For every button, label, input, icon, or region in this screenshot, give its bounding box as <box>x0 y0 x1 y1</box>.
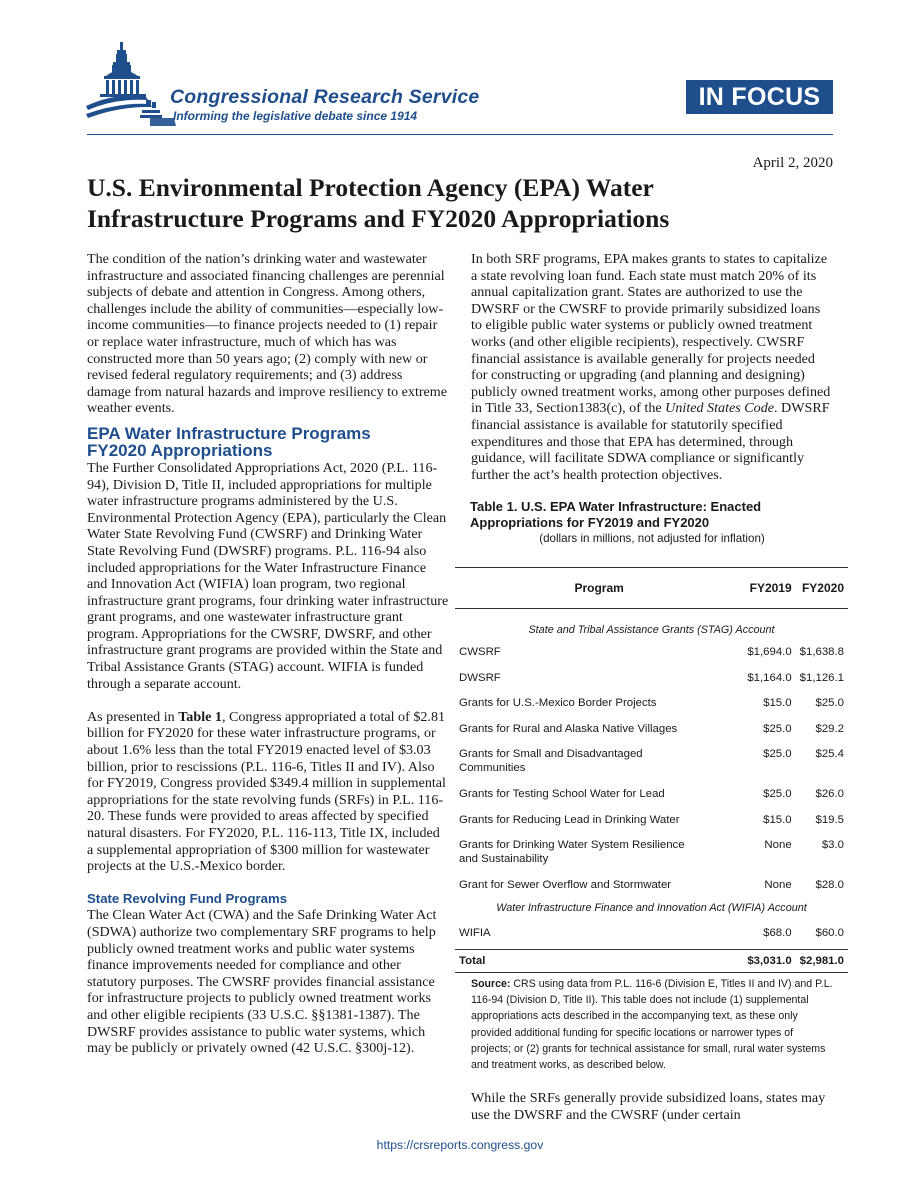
section-heading-srf: State Revolving Fund Programs <box>87 891 288 907</box>
srf-paragraph: The Clean Water Act (CWA) and the Safe Drinking Water Act (SDWA) authorize two complementary SRF programs to help publicly owned treatment works and public water systems finance improvements needed for compliance and other statutory purposes. The CWSRF provides financial assistance for infrastructure projects to publicly owned treatment works and other eligible recipients (33 U.S.C. §§1381-1387). The DWSRF provides assistance to public water systems, which may be publicly or privately owned (42 U.S.C. §300j-12). <box>87 907 437 1057</box>
right-column <box>471 251 833 546</box>
table-source-note <box>471 976 836 1073</box>
title-line-1: U.S. Environmental Protection Agency (EPA) Water <box>87 173 654 202</box>
para3-rest: , Congress appropriated a total of $2.81 billion for FY2020 for these water infrastructure programs, or about 1.6% less than the total FY2019 enacted level of $3.03 billion, prior to rescissions (P.L. 116-6, Titles II and IV). Also for FY2019, Congress provided $349.4 million in supplemental appropriations for the state revolving funds (SRFs) in P.L. 116-20. These funds were provided to areas affected by specified natural disasters. For FY2020, P.L. 116-113, Title IX, included a supplemental appropriation of $300 million for wastewater projects at the U.S.-Mexico border. <box>87 708 446 875</box>
publication-date: April 2, 2020 <box>752 155 833 171</box>
table-header-row <box>455 568 848 609</box>
appropriations-table <box>455 567 848 973</box>
table-row <box>455 722 848 748</box>
section-stag: State and Tribal Assistance Grants (STAG) Account <box>528 624 775 636</box>
header-divider <box>87 134 833 135</box>
fy2020-cell: $29.2 <box>815 722 844 735</box>
program-cell: WIFIA <box>459 927 491 939</box>
appropriations-paragraph: The Further Consolidated Appropriations Act, 2020 (P.L. 116-94), Division D, Title II, included appropriations for multiple water infrastructure programs administered by the U.S. Environmental Protection Agency (EPA), particularly the Clean Water State Revolving Fund (CWSRF) and Drinking Water State Revolving Fund (DWSRF) programs. P.L. 116-94 also included appropriations for the Water Infrastructure Finance and Innovation Act (WIFIA) loan program, two regional infrastructure grant programs, four drinking water infrastructure grant programs, and one wastewater infrastructure grant program. Appropriations for the CWSRF, DWSRF, and other infrastructure grant programs are provided within the State and Tribal Assistance Grants (STAG) account. WIFIA is funded through a separate account. <box>87 459 449 692</box>
program-cell: Grants for Drinking Water System Resilience and Sustainability <box>459 839 685 865</box>
in-focus-badge: IN FOCUS <box>686 80 833 114</box>
program-cell: Grants for U.S.-Mexico Border Projects <box>459 697 657 709</box>
table-row <box>455 878 848 901</box>
table-title-line-1: Table 1. U.S. EPA Water Infrastructure: Enacted <box>470 499 762 515</box>
table-row <box>455 645 848 671</box>
table-row <box>455 924 848 950</box>
program-cell: CWSRF <box>459 646 501 658</box>
table-section-row <box>455 901 848 924</box>
fy2019-cell: $68.0 <box>763 927 792 939</box>
srf-grants-paragraph <box>471 251 833 483</box>
table-title <box>470 499 833 531</box>
total-row <box>455 950 848 973</box>
fy2020-cell: $3.0 <box>821 839 844 851</box>
brand-name: Congressional Research Service <box>170 86 480 108</box>
heading-line-2: FY2020 Appropriations <box>87 440 273 460</box>
fy2020-cell: $25.0 <box>815 697 844 709</box>
source-text: CRS using data from P.L. 116-6 (Division E, Titles II and IV) and P.L. 116-94 (Division D, Title II). This table does not include (1) supplemental appropriations acts described in the accompanying text, as these only provided additional funding for specific locations or narrower types of projects; or (2) grants for technical assistance for small, rural water systems and treatment works, as described below. <box>471 978 833 1072</box>
header-program: Program <box>455 568 743 609</box>
header-fy2019: FY2019 <box>743 568 795 609</box>
program-cell: Grants for Testing School Water for Lead <box>459 788 665 800</box>
para3-start: As presented in <box>87 708 179 725</box>
total-label: Total <box>455 950 743 973</box>
table-row <box>455 671 848 697</box>
table-row <box>455 747 848 787</box>
section-heading-programs <box>87 425 449 459</box>
header-fy2020: FY2020 <box>796 568 848 609</box>
para-srf-start: In both SRF programs, EPA makes grants to states to capitalize a state revolving loan fund. Each state must match 20% of its annual capitalization grant. States are authorized to use the DWSRF or the CWSRF to provide primarily subsidized loans to eligible public water systems or publicly owned treatment works (and other eligible recipients), respectively. CWSRF financial assistance is available generally for projects needed for constructing or upgrading (and planning and designing) publicly owned treatment works, among other purposes defined in Title 33, Section1383(c), of the <box>471 251 831 417</box>
footer-url-link[interactable]: https://crsreports.congress.gov <box>376 1138 544 1152</box>
page-title <box>87 172 807 234</box>
srf-continuation-paragraph: While the SRFs generally provide subsidized loans, states may use the DWSRF and the CWSRF (under certain <box>471 1090 826 1123</box>
section-wifia: Water Infrastructure Finance and Innovation Act (WIFIA) Account <box>496 902 807 914</box>
fy2019-cell: None <box>764 839 792 851</box>
para-srf-rest: . DWSRF financial assistance is available for statutorily specified expenditures and those that EPA has determined, through guidance, will facilitate SDWA compliance or significantly further the act’s health protection objectives. <box>471 400 830 483</box>
title-line-2: Infrastructure Programs and FY2020 Appropriations <box>87 204 670 233</box>
program-cell: Grants for Rural and Alaska Native Villages <box>459 722 678 735</box>
program-cell: Grant for Sewer Overflow and Stormwater <box>459 879 672 891</box>
fy2019-cell: $1,164.0 <box>747 671 792 684</box>
program-cell: Grants for Small and Disadvantaged Communities <box>459 748 643 774</box>
table-row <box>455 838 848 878</box>
usc-citation: United States Code <box>665 400 774 417</box>
fy2020-cell: $1,126.1 <box>799 671 844 684</box>
intro-paragraph: The condition of the nation’s drinking water and wastewater infrastructure and associated financing challenges are perennial subjects of debate and attention in Congress. Among others, challenges include the ability of communities—especially low-income communities—to finance projects needed to (1) repair or replace water infrastructure, much of which has was constructed more than 50 years ago; (2) comply with new or revised federal regulatory requirements; and (3) address damage from natural hazards and improve resiliency to extreme weather events. <box>87 251 448 417</box>
total-fy2020: $2,981.0 <box>796 950 848 973</box>
program-cell: DWSRF <box>459 671 501 684</box>
total-fy2019: $3,031.0 <box>743 950 795 973</box>
heading-line-1: EPA Water Infrastructure Programs <box>87 423 371 443</box>
fy2019-cell: $25.0 <box>763 722 792 735</box>
table-1-link[interactable]: Table 1 <box>178 708 222 725</box>
left-column <box>87 251 449 1057</box>
capitol-dome-icon <box>86 40 178 130</box>
fy2020-cell: $1,638.8 <box>799 646 844 658</box>
fy2019-cell: $15.0 <box>763 697 792 709</box>
table-row <box>455 696 848 722</box>
fy2019-cell: $1,694.0 <box>747 646 792 658</box>
program-cell: Grants for Reducing Lead in Drinking Water <box>459 813 680 826</box>
fy2020-cell: $25.4 <box>815 748 844 760</box>
table-row <box>455 813 848 839</box>
fy2020-cell: $28.0 <box>815 879 844 891</box>
fy2020-cell: $60.0 <box>815 927 844 939</box>
source-label: Source: <box>471 978 511 990</box>
fy2019-cell: $25.0 <box>763 788 792 800</box>
fy2019-cell: $15.0 <box>763 813 792 826</box>
brand-tagline: Informing the legislative debate since 1914 <box>173 109 418 123</box>
fy2020-cell: $26.0 <box>815 788 844 800</box>
table-summary-paragraph <box>87 709 449 875</box>
table-subtitle: (dollars in millions, not adjusted for inflation) <box>539 532 765 546</box>
fy2019-cell: $25.0 <box>763 748 792 760</box>
fy2019-cell: None <box>764 879 792 891</box>
table-row <box>455 787 848 813</box>
table-title-line-2: Appropriations for FY2019 and FY2020 <box>470 515 710 531</box>
fy2020-cell: $19.5 <box>815 813 844 826</box>
table-section-row <box>455 609 848 646</box>
